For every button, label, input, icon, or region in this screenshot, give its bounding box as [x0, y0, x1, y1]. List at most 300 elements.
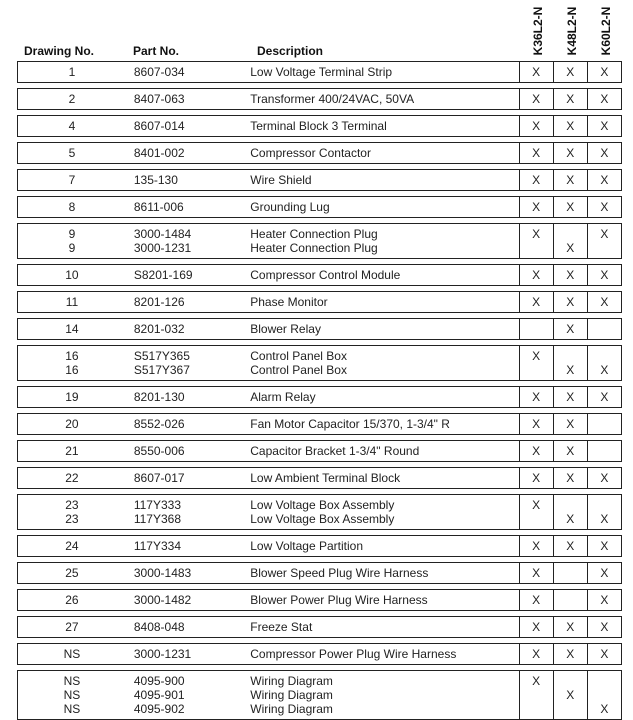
- applicability-mark: [520, 241, 553, 255]
- model-mark-cell: [519, 644, 553, 665]
- part-description: Low Voltage Box Assembly: [250, 512, 395, 526]
- model-mark-cell: [587, 495, 621, 530]
- part-no-cell: [126, 644, 250, 665]
- description-cell: [250, 617, 519, 638]
- table-row: [18, 414, 622, 435]
- part-no-cell: [126, 265, 250, 286]
- drawing-no-cell: [18, 170, 126, 191]
- model-mark-cell: [519, 563, 553, 584]
- table-row: [18, 590, 622, 611]
- part-number: 4095-901: [133, 688, 185, 702]
- drawing-no-cell: [18, 387, 126, 408]
- applicability-mark: X: [532, 620, 541, 634]
- part-number: S517Y365: [133, 349, 190, 363]
- applicability-mark: X: [532, 119, 541, 133]
- applicability-mark: X: [532, 566, 541, 580]
- model-mark-cell: [519, 441, 553, 462]
- drawing-number: 14: [65, 322, 79, 336]
- applicability-mark: X: [532, 390, 541, 404]
- part-description: Control Panel Box: [250, 349, 347, 363]
- applicability-mark: X: [566, 173, 575, 187]
- drawing-number: NS: [63, 674, 81, 688]
- model-mark-cell: [553, 495, 587, 530]
- model-mark-cell: [519, 116, 553, 137]
- description-cell: [250, 563, 519, 584]
- part-no-cell: [126, 346, 250, 381]
- applicability-mark: X: [600, 647, 609, 661]
- description-cell: [250, 197, 519, 218]
- drawing-no-cell: [18, 116, 126, 137]
- applicability-mark: X: [566, 444, 575, 458]
- table-row: [18, 62, 622, 83]
- drawing-number: 21: [65, 444, 79, 458]
- part-no-cell: [126, 197, 250, 218]
- part-no-cell: [126, 224, 250, 259]
- model-mark-cell: [587, 89, 621, 110]
- model-mark-cell: [519, 292, 553, 313]
- applicability-mark: X: [600, 702, 609, 716]
- description-cell: [250, 143, 519, 164]
- model-mark-cell: [519, 671, 553, 720]
- model-mark-cell: [519, 319, 553, 340]
- applicability-mark: X: [600, 593, 609, 607]
- applicability-mark: [554, 498, 587, 512]
- part-description: Wire Shield: [250, 173, 312, 187]
- model-mark-cell: [519, 468, 553, 489]
- part-no-cell: [126, 563, 250, 584]
- part-number: 8401-002: [133, 146, 185, 160]
- model-mark-cell: [587, 197, 621, 218]
- part-no-cell: [126, 170, 250, 191]
- part-no-cell: [126, 671, 250, 720]
- applicability-mark: X: [532, 65, 541, 79]
- model-mark-cell: [553, 292, 587, 313]
- part-number: 8611-006: [133, 200, 184, 214]
- part-description: Blower Power Plug Wire Harness: [250, 593, 428, 607]
- model-mark-cell: [587, 536, 621, 557]
- part-description: Phase Monitor: [250, 295, 328, 309]
- drawing-number: 2: [68, 92, 76, 106]
- drawing-number: 19: [65, 390, 79, 404]
- model-mark-cell: [587, 644, 621, 665]
- part-number: S8201-169: [133, 268, 193, 282]
- drawing-number: 4: [68, 119, 76, 133]
- applicability-mark: X: [600, 227, 609, 241]
- applicability-mark: [588, 322, 621, 336]
- part-number: 3000-1482: [133, 593, 192, 607]
- part-number: 8201-130: [133, 390, 185, 404]
- drawing-no-cell: [18, 89, 126, 110]
- part-no-cell: [126, 495, 250, 530]
- model-mark-cell: [519, 346, 553, 381]
- part-number: 117Y333: [133, 498, 181, 512]
- applicability-mark: X: [600, 92, 609, 106]
- applicability-mark: X: [566, 268, 575, 282]
- part-number: 8201-126: [133, 295, 185, 309]
- description-cell: [250, 536, 519, 557]
- model-mark-cell: [553, 116, 587, 137]
- drawing-no-cell: [18, 414, 126, 435]
- model-mark-cell: [587, 563, 621, 584]
- drawing-no-cell: [18, 468, 126, 489]
- drawing-no-cell: [18, 143, 126, 164]
- model-mark-cell: [519, 536, 553, 557]
- drawing-number: 1: [68, 65, 76, 79]
- part-description: Compressor Power Plug Wire Harness: [250, 647, 457, 661]
- model-mark-cell: [587, 671, 621, 720]
- part-description: Capacitor Bracket 1-3/4" Round: [250, 444, 420, 458]
- applicability-mark: X: [600, 119, 609, 133]
- header-model-k36l2-n: [529, 4, 547, 58]
- model-mark-cell: [553, 563, 587, 584]
- applicability-mark: X: [532, 227, 541, 241]
- part-description: Transformer 400/24VAC, 50VA: [250, 92, 415, 106]
- model-mark-cell: [553, 414, 587, 435]
- model-mark-cell: [587, 224, 621, 259]
- applicability-mark: [588, 688, 621, 702]
- part-description: Blower Relay: [250, 322, 321, 336]
- model-mark-cell: [519, 89, 553, 110]
- model-mark-cell: [587, 414, 621, 435]
- part-no-cell: [126, 319, 250, 340]
- part-no-cell: [126, 468, 250, 489]
- applicability-mark: X: [566, 146, 575, 160]
- drawing-no-cell: [18, 224, 126, 259]
- model-mark-cell: [553, 590, 587, 611]
- drawing-number: 11: [65, 295, 79, 309]
- part-description: Compressor Contactor: [250, 146, 371, 160]
- drawing-no-cell: [18, 197, 126, 218]
- table-row: [18, 441, 622, 462]
- table-row: [18, 644, 622, 665]
- drawing-no-cell: [18, 617, 126, 638]
- applicability-mark: [520, 363, 553, 377]
- drawing-number: 24: [65, 539, 79, 553]
- description-cell: [250, 414, 519, 435]
- part-no-cell: [126, 590, 250, 611]
- applicability-mark: X: [600, 363, 609, 377]
- applicability-mark: X: [566, 363, 575, 377]
- header-model-k48l2-n: [563, 4, 581, 58]
- table-row: [18, 617, 622, 638]
- applicability-mark: X: [532, 295, 541, 309]
- drawing-number: 8: [68, 200, 76, 214]
- model-mark-cell: [587, 292, 621, 313]
- applicability-mark: X: [532, 268, 541, 282]
- drawing-no-cell: [18, 265, 126, 286]
- drawing-number: 9: [68, 227, 76, 241]
- drawing-no-cell: [18, 563, 126, 584]
- part-number: 8607-014: [133, 119, 185, 133]
- model-mark-cell: [553, 536, 587, 557]
- drawing-no-cell: [18, 292, 126, 313]
- applicability-mark: X: [600, 200, 609, 214]
- drawing-no-cell: [18, 441, 126, 462]
- model-mark-cell: [553, 644, 587, 665]
- description-cell: [250, 644, 519, 665]
- model-mark-cell: [587, 441, 621, 462]
- part-description: Compressor Control Module: [250, 268, 401, 282]
- table-row: [18, 468, 622, 489]
- model-mark-cell: [553, 170, 587, 191]
- drawing-no-cell: [18, 319, 126, 340]
- drawing-no-cell: [18, 671, 126, 720]
- table-row: [18, 265, 622, 286]
- part-number: 8408-048: [133, 620, 185, 634]
- part-no-cell: [126, 143, 250, 164]
- applicability-mark: X: [532, 173, 541, 187]
- applicability-mark: X: [600, 146, 609, 160]
- model-mark-cell: [519, 62, 553, 83]
- model-mark-cell: [519, 224, 553, 259]
- table-row: [18, 536, 622, 557]
- applicability-mark: X: [566, 417, 575, 431]
- table-row: [18, 495, 622, 530]
- model-mark-cell: [553, 617, 587, 638]
- header-drawing-no: Drawing No.: [24, 44, 95, 58]
- part-description: Heater Connection Plug: [250, 241, 378, 255]
- part-no-cell: [126, 387, 250, 408]
- part-number: 3000-1231: [133, 241, 192, 255]
- part-number: 8201-032: [133, 322, 185, 336]
- model-mark-cell: [519, 414, 553, 435]
- applicability-mark: X: [566, 200, 575, 214]
- drawing-no-cell: [18, 62, 126, 83]
- drawing-number: 25: [65, 566, 79, 580]
- header-model-k60l2-n: [597, 4, 615, 58]
- applicability-mark: [554, 227, 587, 241]
- drawing-number: 16: [65, 363, 79, 377]
- drawing-number: 7: [68, 173, 76, 187]
- description-cell: [250, 224, 519, 259]
- applicability-mark: X: [566, 471, 575, 485]
- model-mark-cell: [519, 143, 553, 164]
- applicability-mark: [520, 322, 553, 336]
- drawing-number: 20: [65, 417, 79, 431]
- model-mark-cell: [553, 319, 587, 340]
- part-number: 117Y368: [133, 512, 181, 526]
- model-mark-cell: [587, 170, 621, 191]
- model-mark-cell: [553, 143, 587, 164]
- part-number: 3000-1484: [133, 227, 192, 241]
- model-mark-cell: [587, 62, 621, 83]
- description-cell: [250, 89, 519, 110]
- applicability-mark: X: [566, 92, 575, 106]
- applicability-mark: [520, 688, 553, 702]
- description-cell: [250, 116, 519, 137]
- applicability-mark: X: [566, 119, 575, 133]
- description-cell: [250, 590, 519, 611]
- part-number: 117Y334: [133, 539, 181, 553]
- applicability-mark: X: [566, 688, 575, 702]
- model-mark-cell: [553, 197, 587, 218]
- applicability-mark: X: [566, 390, 575, 404]
- drawing-number: 9: [68, 241, 76, 255]
- model-mark-cell: [519, 197, 553, 218]
- part-description: Control Panel Box: [250, 363, 347, 377]
- applicability-mark: [588, 241, 621, 255]
- part-description: Fan Motor Capacitor 15/370, 1-3/4" R: [250, 417, 450, 431]
- part-number: 8607-017: [133, 471, 185, 485]
- applicability-mark: X: [566, 322, 575, 336]
- part-description: Low Voltage Partition: [250, 539, 363, 553]
- applicability-mark: X: [566, 512, 575, 526]
- drawing-no-cell: [18, 644, 126, 665]
- description-cell: [250, 170, 519, 191]
- applicability-mark: X: [600, 620, 609, 634]
- applicability-mark: [554, 566, 587, 580]
- applicability-mark: [554, 593, 587, 607]
- part-description: Terminal Block 3 Terminal: [250, 119, 387, 133]
- applicability-mark: X: [600, 512, 609, 526]
- description-cell: [250, 387, 519, 408]
- model-mark-cell: [519, 265, 553, 286]
- drawing-no-cell: [18, 590, 126, 611]
- header-part-no: Part No.: [133, 44, 180, 58]
- part-number: 8607-034: [133, 65, 185, 79]
- header-model-label: K36L2-N: [531, 6, 545, 56]
- applicability-mark: [554, 702, 587, 716]
- table-row: [18, 224, 622, 259]
- model-mark-cell: [587, 265, 621, 286]
- applicability-mark: X: [566, 295, 575, 309]
- applicability-mark: X: [600, 471, 609, 485]
- applicability-mark: X: [566, 620, 575, 634]
- part-no-cell: [126, 617, 250, 638]
- table-row: [18, 563, 622, 584]
- applicability-mark: X: [532, 417, 541, 431]
- applicability-mark: X: [532, 349, 541, 363]
- applicability-mark: X: [532, 593, 541, 607]
- part-description: Wiring Diagram: [250, 702, 333, 716]
- applicability-mark: [520, 512, 553, 526]
- applicability-mark: [520, 702, 553, 716]
- applicability-mark: X: [600, 539, 609, 553]
- part-number: 8552-026: [133, 417, 185, 431]
- model-mark-cell: [553, 224, 587, 259]
- drawing-number: 23: [65, 498, 79, 512]
- model-mark-cell: [553, 265, 587, 286]
- applicability-mark: X: [532, 647, 541, 661]
- part-description: Wiring Diagram: [250, 688, 333, 702]
- part-description: Low Voltage Terminal Strip: [250, 65, 393, 79]
- model-mark-cell: [587, 590, 621, 611]
- applicability-mark: X: [532, 200, 541, 214]
- drawing-number: 22: [65, 471, 79, 485]
- model-mark-cell: [519, 387, 553, 408]
- table-row: [18, 671, 622, 720]
- table-row: [18, 387, 622, 408]
- model-mark-cell: [553, 441, 587, 462]
- drawing-number: NS: [63, 702, 81, 716]
- part-no-cell: [126, 116, 250, 137]
- part-description: Wiring Diagram: [250, 674, 333, 688]
- part-number: 135-130: [133, 173, 178, 187]
- header-model-label: K48L2-N: [565, 6, 579, 56]
- drawing-no-cell: [18, 536, 126, 557]
- applicability-mark: X: [600, 173, 609, 187]
- part-no-cell: [126, 62, 250, 83]
- description-cell: [250, 346, 519, 381]
- drawing-number: 23: [65, 512, 79, 526]
- model-mark-cell: [587, 319, 621, 340]
- part-no-cell: [126, 441, 250, 462]
- part-no-cell: [126, 414, 250, 435]
- table-row: [18, 170, 622, 191]
- applicability-mark: [588, 444, 621, 458]
- part-number: 3000-1483: [133, 566, 192, 580]
- applicability-mark: X: [532, 146, 541, 160]
- applicability-mark: [588, 417, 621, 431]
- model-mark-cell: [587, 143, 621, 164]
- drawing-number: NS: [63, 647, 81, 661]
- model-mark-cell: [587, 387, 621, 408]
- model-mark-cell: [553, 89, 587, 110]
- model-mark-cell: [553, 387, 587, 408]
- part-description: Blower Speed Plug Wire Harness: [250, 566, 429, 580]
- applicability-mark: X: [600, 295, 609, 309]
- description-cell: [250, 319, 519, 340]
- table-row: [18, 292, 622, 313]
- applicability-mark: X: [600, 566, 609, 580]
- part-number: 3000-1231: [133, 647, 192, 661]
- drawing-number: 26: [65, 593, 79, 607]
- drawing-number: 27: [65, 620, 79, 634]
- applicability-mark: X: [600, 268, 609, 282]
- table-row: [18, 319, 622, 340]
- drawing-number: 5: [68, 146, 76, 160]
- applicability-mark: X: [532, 674, 541, 688]
- header-description: Description: [257, 44, 324, 58]
- applicability-mark: [554, 349, 587, 363]
- part-number: 8550-006: [133, 444, 185, 458]
- part-description: Low Ambient Terminal Block: [250, 471, 401, 485]
- drawing-number: 16: [65, 349, 79, 363]
- applicability-mark: X: [566, 65, 575, 79]
- drawing-number: 10: [65, 268, 79, 282]
- parts-table-body: [18, 62, 622, 720]
- applicability-mark: [554, 674, 587, 688]
- description-cell: [250, 292, 519, 313]
- model-mark-cell: [553, 62, 587, 83]
- part-description: Freeze Stat: [250, 620, 313, 634]
- applicability-mark: X: [532, 444, 541, 458]
- applicability-mark: X: [600, 390, 609, 404]
- description-cell: [250, 495, 519, 530]
- drawing-no-cell: [18, 346, 126, 381]
- part-description: Grounding Lug: [250, 200, 330, 214]
- table-row: [18, 197, 622, 218]
- model-mark-cell: [519, 590, 553, 611]
- part-description: Alarm Relay: [250, 390, 316, 404]
- part-number: 4095-900: [133, 674, 185, 688]
- model-mark-cell: [519, 617, 553, 638]
- part-description: Heater Connection Plug: [250, 227, 378, 241]
- description-cell: [250, 468, 519, 489]
- model-mark-cell: [553, 346, 587, 381]
- part-number: 4095-902: [133, 702, 185, 716]
- applicability-mark: X: [566, 241, 575, 255]
- model-mark-cell: [519, 170, 553, 191]
- description-cell: [250, 265, 519, 286]
- applicability-mark: X: [566, 647, 575, 661]
- header-model-label: K60L2-N: [599, 6, 613, 56]
- applicability-mark: [588, 498, 621, 512]
- part-no-cell: [126, 536, 250, 557]
- parts-table: [17, 61, 622, 720]
- applicability-mark: X: [532, 92, 541, 106]
- applicability-mark: X: [600, 65, 609, 79]
